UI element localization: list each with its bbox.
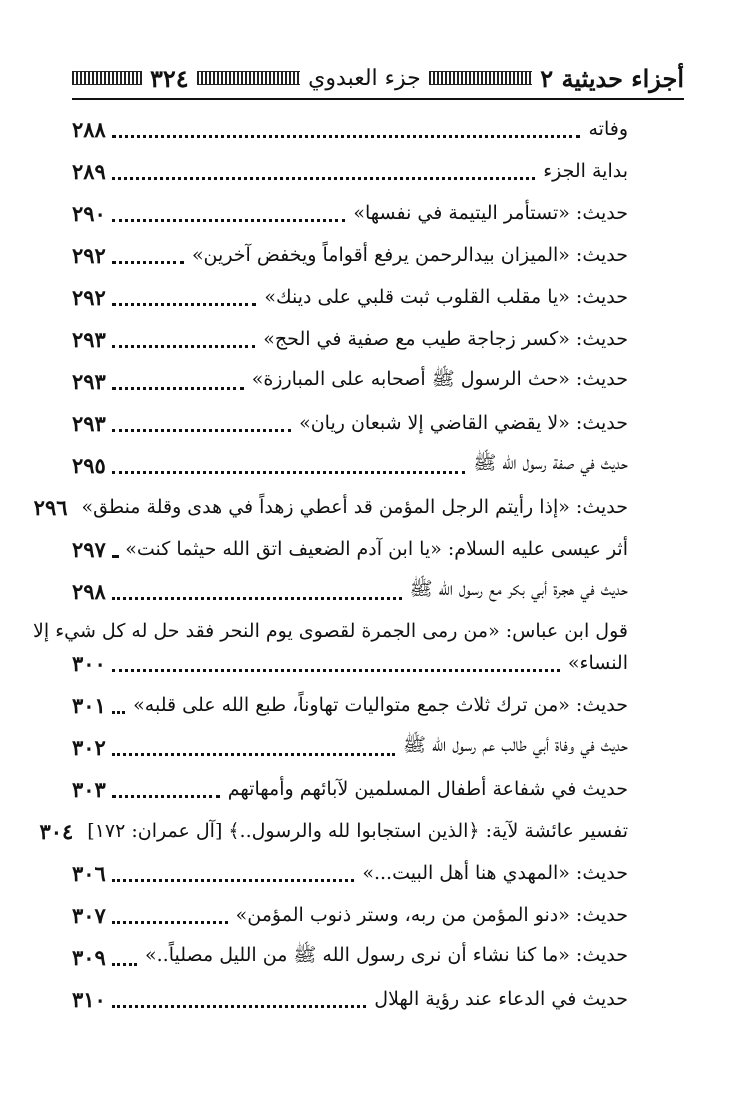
toc-entry-page: ٢٩٢ [72,242,106,268]
header-ornament-left [429,71,533,85]
toc-entry-page: ٢٩٢ [72,284,106,310]
toc-entry [33,486,628,528]
toc-entry-title: حديث في صفة رسول الله ﷺ [473,452,628,474]
toc-entry-title: حديث: «من ترك ثلاث جمع متواليات تهاوناً، طبع الله على قلبه» [133,694,628,716]
toc-entry-title: أثر عيسى عليه السلام: «يا ابن آدم الضعيف اتق الله حيثما كنت» [125,538,628,560]
toc-entry-title: وفاته [588,118,628,140]
toc-entry-title: حديث: «تستأمر اليتيمة في نفسها» [353,202,628,224]
toc-entry-page: ٢٩٣ [72,368,106,394]
toc-entry [72,360,628,402]
toc-entry-page: ٣٠٣ [72,776,106,802]
section-title: جزء العبدوي [308,65,421,91]
toc-entry [72,444,628,486]
toc-entry [72,150,628,192]
toc-entry-title: تفسير عائشة لآية: ﴿الذين استجابوا لله والرسول..﴾ [آل عمران: ١٧٢] [87,820,628,842]
toc-entry-page: ٣٠٤ [39,818,74,844]
toc-entry-title: قول ابن عباس: «من رمى الجمرة لقصوى يوم النحر فقد حل له كل شيء إلا [33,620,628,642]
dot-leader [112,961,137,966]
toc-entry-title: حديث في وفاة أبي طالب عم رسول الله ﷺ [402,734,628,756]
toc-entry-title: حديث: «الميزان بيدالرحمن يرفع أقواماً ويخفض آخرين» [191,244,628,266]
toc-entry-page: ٢٨٨ [72,116,106,142]
toc-entry [72,978,628,1020]
toc-entry-title: حديث: «لا يقضي القاضي إلا شبعان ريان» [299,412,628,434]
toc-entry-page: ٣٠٩ [72,944,106,970]
page-number: ٣٢٤ [149,63,189,93]
toc-entry-title: حديث في هجرة أبي بكر مع رسول الله ﷺ [409,578,628,600]
toc-entry [72,276,628,318]
toc-entry-page: ٣١٠ [72,986,106,1012]
book-title: أجزاء حديثية ٢ [540,63,684,93]
dot-leader [112,793,220,798]
dot-leader [112,553,117,558]
toc-entry-title: حديث: «إذا رأيتم الرجل المؤمن قد أعطي زهداً في هدى وقلة منطق» [81,496,628,518]
toc-entry [33,612,628,684]
toc-entry [72,726,628,768]
dot-leader [112,595,402,600]
toc-entry-page: ٢٩٦ [33,494,68,520]
toc-entry [72,684,628,726]
toc-entry-page: ٢٩٣ [72,410,106,436]
toc-entry-page: ٣٠١ [72,692,106,718]
dot-leader [112,469,465,474]
dot-leader [112,1003,366,1008]
dot-leader [112,919,228,924]
toc-entry-title: حديث في شفاعة أطفال المسلمين لآبائهم وأمهاتهم [227,778,628,800]
dot-leader [112,709,125,714]
toc-entry [72,570,628,612]
toc-entry-page: ٢٩٣ [72,326,106,352]
toc-entry [72,402,628,444]
toc-entry [72,192,628,234]
dot-leader [112,667,560,672]
toc-entry-title: بداية الجزء [543,160,628,182]
toc-entry-title: حديث: «ما كنا نشاء أن نرى رسول الله ﷺ من الليل مصلياً..» [145,944,628,966]
toc-entry [72,936,628,978]
toc-entry-page: ٣٠٦ [72,860,106,886]
toc-entry-title: حديث: «يا مقلب القلوب ثبت قلبي على دينك» [264,286,628,308]
dot-leader [112,301,257,306]
toc-entry-page: ٣٠٧ [72,902,106,928]
toc-entry [72,234,628,276]
toc-entry [72,768,628,810]
dot-leader [112,259,184,264]
toc-entry-page: ٢٩٨ [72,578,106,604]
toc-entry-title: حديث: «دنو المؤمن من ربه، وستر ذنوب المؤمن» [235,904,628,926]
dot-leader [112,133,581,138]
toc-entry-page: ٢٩٠ [72,200,106,226]
toc-entry [72,528,628,570]
page-header [72,58,684,100]
toc-entry-title: حديث في الدعاء عند رؤية الهلال [374,988,628,1010]
dot-leader [112,877,354,882]
header-ornament-right [197,71,301,85]
toc-entry-page: ٢٩٥ [72,452,106,478]
toc-entry [39,810,628,852]
toc-entry-title: حديث: «كسر زجاجة طيب مع صفية في الحج» [263,328,628,350]
toc-entry-page: ٢٨٩ [72,158,106,184]
dot-leader [112,217,346,222]
header-ornament-end [72,71,142,85]
table-of-contents [33,108,628,1020]
toc-entry-title: حديث: «المهدي هنا أهل البيت...» [362,862,628,884]
dot-leader [112,343,255,348]
toc-entry [72,852,628,894]
toc-entry [72,318,628,360]
dot-leader [112,427,291,432]
toc-entry [72,894,628,936]
toc-entry-page: ٢٩٧ [72,536,106,562]
toc-entry-title-continued: النساء» [567,652,628,674]
toc-entry-page: ٣٠٢ [72,734,106,760]
dot-leader [112,751,395,756]
toc-entry-page: ٣٠٠ [72,650,106,676]
toc-entry [72,108,628,150]
dot-leader [112,385,244,390]
toc-entry-title: حديث: «حث الرسول ﷺ أصحابه على المبارزة» [251,368,628,390]
dot-leader [112,175,535,180]
